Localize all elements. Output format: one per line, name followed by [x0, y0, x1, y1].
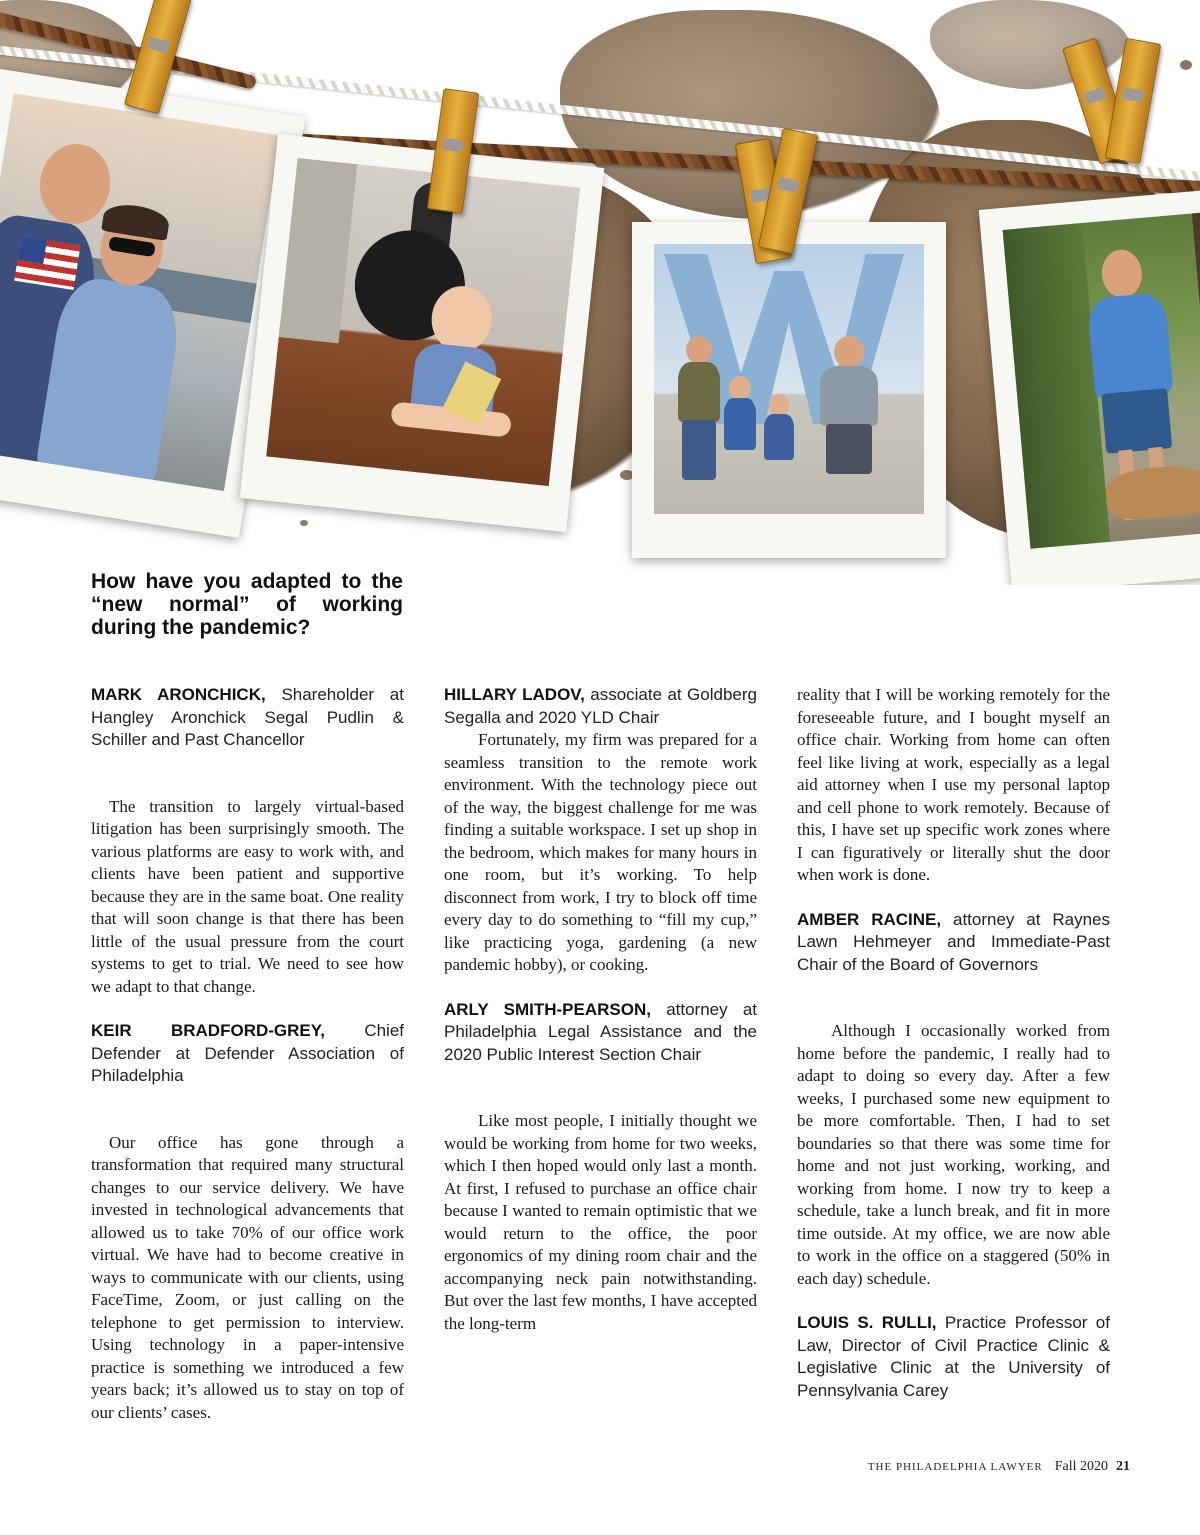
family-photo	[654, 244, 924, 514]
respondent-name: AMBER RACINE,	[797, 909, 942, 929]
respondent-title: attorney at Philadelphia Legal Assistance and the 2020 Public Interest Section Chair	[444, 999, 757, 1064]
article-question-heading: How have you adapted to the “new normal” of working during the pandemic?	[91, 570, 403, 639]
page-number: 21	[1116, 1459, 1130, 1474]
column-3	[797, 684, 1110, 1494]
response-paragraph: Fortunately, my firm was prepared for a seamless transition to the remote work environment. With the technology piece out of the way, the biggest challenge for me was finding a suitable workspace. I set up shop in the bedroom, which makes for many hours in one room, but it’s working. To help disconnect from work, I try to block off time every day to do something to “fill my cup,” like practicing yoga, gardening (a new pandemic hobby), or cooking.	[444, 730, 757, 974]
photo-collage	[0, 0, 1200, 585]
respondent-arly-smith-pearson	[444, 999, 757, 1067]
respondent-name: HILLARY LADOV,	[444, 685, 585, 704]
respondent-title: Chief Defender at Defender Association of Philadelphia	[91, 1021, 404, 1085]
response-paragraph: Our office has gone through a transformation that required many structural changes to our service delivery. We have invested in technological advancements that allowed us to take 70% of our office work virtual. We have had to become creative in ways to communicate with our clients, using FaceTime, Zoom, or just calling on the telephone to get permission to interview. Using technology in a paper-intensive practice is something we introduced a few years back; it’s allowed us to stay on top of our clients’ cases.	[91, 1132, 404, 1422]
baby-photo	[266, 158, 580, 486]
response-paragraph: The transition to largely virtual-based litigation has been surprisingly smooth. The various platforms are easy to work with, and clients have been patient and supportive because they are in the same boat. One reality that will soon change is that there has been little of the usual pressure from the court systems to get to trial. We need to see how we adapt to that change.	[91, 796, 404, 996]
column-1	[91, 684, 404, 1494]
polaroid-baby	[240, 134, 604, 532]
respondent-name: LOUIS S. RULLI,	[797, 1313, 937, 1332]
respondent-title: Practice Professor of Law, Director of Civil Practice Clinic & Legislative Clinic at the University of Pennsylvania Carey	[797, 1313, 1110, 1400]
response-paragraph-continued: reality that I will be working remotely for the foreseeable future, and I bought myself an office chair. Working from home can often feel like living at work, especially as a legal aid attorney when I use my personal laptop and cell phone to work remotely. Because of this, I have set up specific work zones where I can figuratively or literally shut the door when work is done.	[797, 685, 1110, 884]
polaroid-man-dog	[979, 183, 1200, 585]
respondent-title: associate at Goldberg Segalla and 2020 YLD Chair	[444, 685, 757, 727]
response-paragraph: Like most people, I initially thought we would be working from home for two weeks, which I then hoped would only last a month. At first, I refused to purchase an office chair because I wanted to remain optimistic that we would return to the office, the poor ergonomics of my dining room chair and the accompanying neck pain notwithstanding. But over the last few months, I have accepted the long-term	[444, 1111, 757, 1333]
column-2	[444, 684, 757, 1494]
couple-photo	[0, 93, 280, 491]
respondent-title: attorney at Raynes Lawn Hehmeyer and Immediate-Past Chair of the Board of Governors	[797, 909, 1110, 974]
polaroid-family	[632, 222, 946, 558]
publication-name: THE PHILADELPHIA LAWYER	[867, 1461, 1043, 1473]
man-with-dog-photo	[1003, 207, 1200, 548]
respondent-amber-racine	[797, 909, 1110, 977]
respondent-name: KEIR BRADFORD-GREY,	[91, 1021, 325, 1040]
respondent-louis-rulli	[797, 1312, 1110, 1402]
page-footer	[868, 1457, 1130, 1475]
respondent-name: MARK ARONCHICK,	[91, 685, 266, 704]
response-paragraph: Although I occasionally worked from home before the pandemic, I really had to adapt to doing so every day. After a few weeks, I purchased some new equipment to be more comfortable. Then, I had to set boundaries so that there was some time for home and not just working, working, and working from home. I now try to keep a schedule, take a lunch break, and fit in more time outside. At my office, we are now able to work in the office on a staggered (50% in each day) schedule.	[797, 1021, 1110, 1288]
respondent-name: ARLY SMITH-PEARSON,	[444, 999, 651, 1019]
issue-label: Fall 2020	[1054, 1459, 1108, 1474]
respondent-hillary-ladov	[444, 684, 757, 729]
respondent-mark-aronchick	[91, 684, 404, 752]
respondent-title: Shareholder at Hangley Aronchick Segal Pudlin & Schiller and Past Chancellor	[91, 685, 404, 749]
respondent-keir-bradford-grey	[91, 1020, 404, 1088]
